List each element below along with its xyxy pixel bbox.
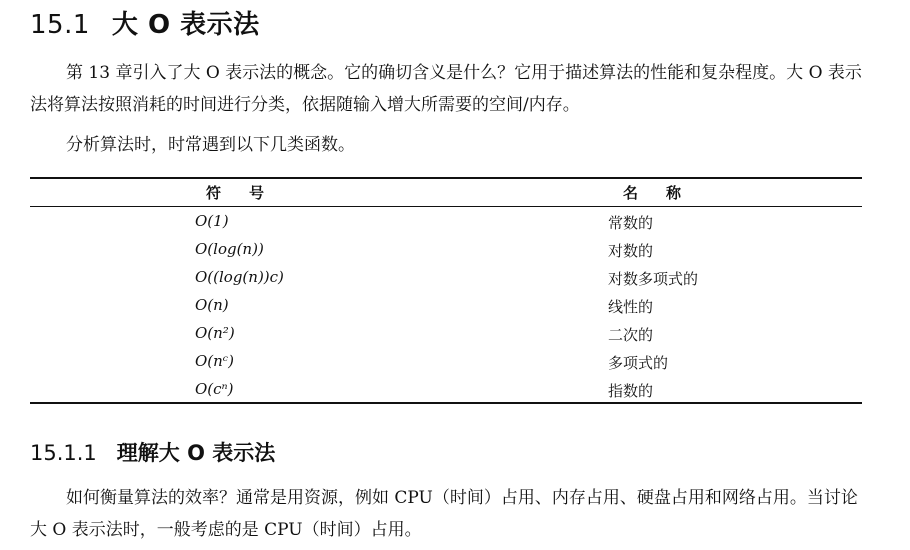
symbol-cell: O((log(n))c) (195, 268, 284, 286)
table-row (30, 236, 862, 264)
lead-in-paragraph: 分析算法时，时常遇到以下几类函数。 (66, 135, 355, 155)
name-cell: 指数的 (608, 382, 654, 400)
subsection-title: 理解大 O 表示法 (116, 441, 276, 465)
name-cell: 线性的 (608, 298, 654, 316)
subsection-number: 15.1.1 (30, 441, 97, 465)
table-row (30, 348, 862, 376)
name-cell: 多项式的 (608, 354, 669, 372)
table-row (30, 320, 862, 348)
symbol-cell: O(cⁿ) (195, 380, 234, 398)
complexity-table (30, 177, 862, 403)
table-row (30, 292, 862, 320)
symbol-cell: O(n²) (195, 324, 235, 342)
table-row (30, 376, 862, 404)
symbol-cell: O(n) (195, 296, 229, 314)
section-heading (30, 4, 260, 41)
efficiency-paragraph: 如何衡量算法的效率？通常是用资源，例如 CPU（时间）占用、内存占用、硬盘占用和网络占用。当讨论大 O 表示法时，一般考虑的是 CPU（时间）占用。 (30, 488, 858, 540)
name-cell: 对数多项式的 (608, 270, 699, 288)
name-cell: 对数的 (608, 242, 654, 260)
intro-paragraph: 第 13 章引入了大 O 表示法的概念。它的确切含义是什么？它用于描述算法的性能和复杂程度。大 O 表示法将算法按照消耗的时间进行分类，依据随输入增大所需要的空间/内存。 (30, 63, 862, 115)
symbol-cell: O(nᶜ) (195, 352, 234, 370)
header-symbol: 符号 (206, 184, 293, 202)
symbol-cell: O(log(n)) (195, 240, 264, 258)
table-bottom-rule (30, 402, 862, 404)
symbol-cell: O(1) (195, 212, 229, 230)
section-number: 15.1 (30, 10, 90, 40)
section-title: 大 O 表示法 (111, 10, 260, 40)
table-header-rule (30, 206, 862, 207)
table-top-rule (30, 177, 862, 179)
name-cell: 二次的 (608, 326, 654, 344)
table-row (30, 264, 862, 292)
header-name: 名称 (623, 184, 710, 202)
table-row (30, 208, 862, 236)
subsection-heading (30, 437, 275, 467)
name-cell: 常数的 (608, 214, 654, 232)
